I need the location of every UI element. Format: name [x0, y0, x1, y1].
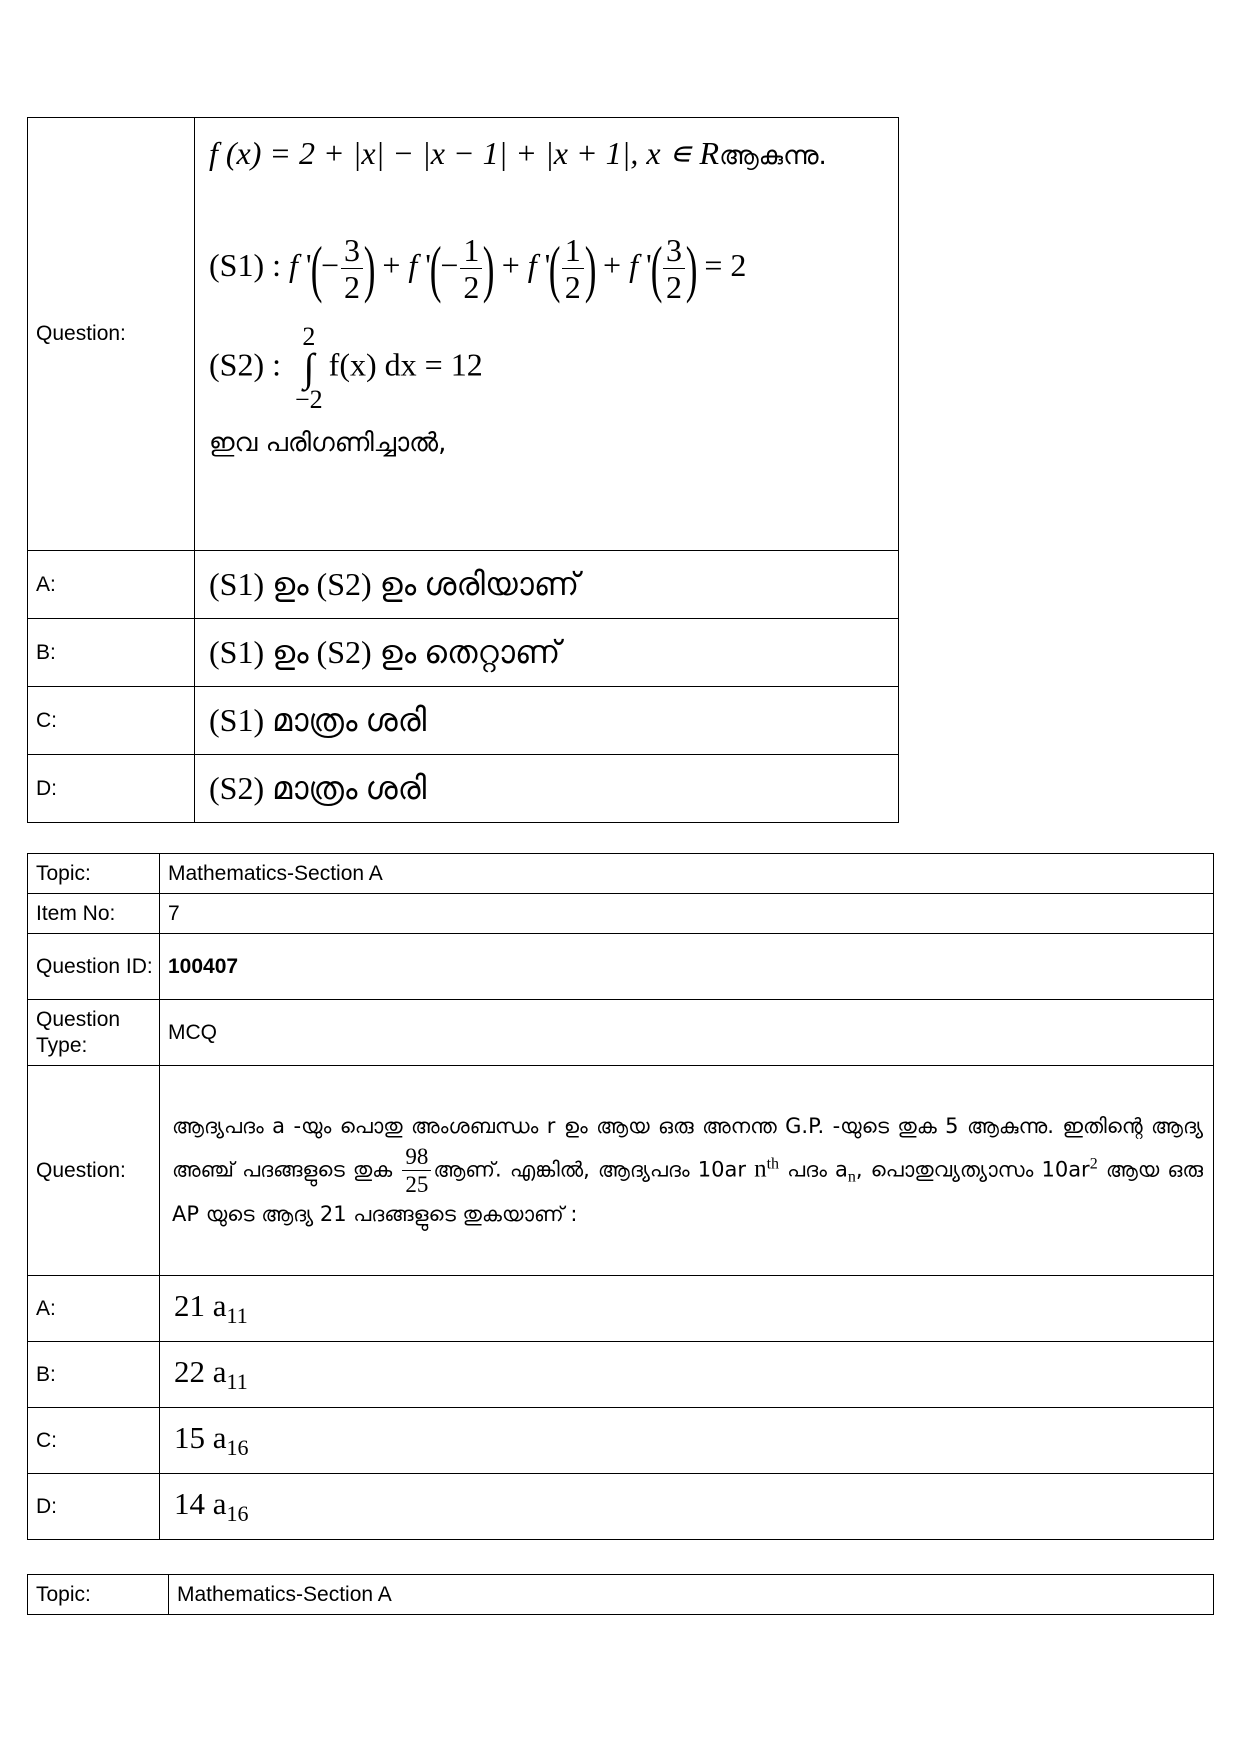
question-table-1 — [27, 117, 899, 823]
question-table-3 — [27, 1574, 1214, 1615]
integral-symbol: 2 ∫ −2 — [295, 322, 323, 415]
question-table-2 — [27, 853, 1214, 1540]
topic-label: Topic: — [28, 854, 160, 894]
fraction-98-25: $\frac{98}{25}$ — [402, 1145, 431, 1196]
option-a-label: A: — [28, 551, 195, 619]
option-a: 21 $a_{11}$ — [160, 1276, 1214, 1342]
s2-prefix: (S2) : — [209, 346, 289, 383]
option-b-label: B: — [28, 619, 195, 687]
question-closing: ഇവ പരിഗണിച്ചാൽ, — [209, 427, 447, 458]
option-b: (S1) ഉം (S2) ഉം തെറ്റാണ് — [195, 619, 899, 687]
s1-term-4: f '( $\frac{3}{2}$ ) — [629, 232, 698, 305]
option-c-label: C: — [28, 687, 195, 755]
item-no-value: 7 — [160, 894, 1214, 934]
s2-integrand: f(x) dx = 12 — [328, 346, 483, 383]
option-d: (S2) മാത്രം ശരി — [195, 755, 899, 823]
option-b-label: B: — [28, 1342, 160, 1408]
option-a: (S1) ഉം (S2) ഉം ശരിയാണ് — [195, 551, 899, 619]
question-label: Question: — [28, 118, 195, 551]
topic-value: Mathematics-Section A — [160, 854, 1214, 894]
ar2-superscript: 2 — [1089, 1155, 1098, 1173]
s1-term-2: f '(− $\frac{1}{2}$ ) — [408, 232, 495, 305]
s1-prefix: (S1) : — [209, 246, 289, 283]
question-text-part-4: പദം a — [779, 1157, 848, 1182]
question-type-label: Question Type: — [28, 1000, 160, 1066]
question-id-label: Question ID: — [28, 934, 160, 1000]
option-c: (S1) മാത്രം ശരി — [195, 687, 899, 755]
option-c-label: C: — [28, 1408, 160, 1474]
nth-superscript: th — [766, 1155, 780, 1173]
question-text-part-2: ആണ്. എങ്കിൽ, ആദ്യപദം 10ar — [433, 1157, 746, 1182]
function-definition: f (x) = 2 + |x| − |x − 1| + |x + 1|, x ∊ R — [209, 135, 720, 171]
topic-value: Mathematics-Section A — [169, 1575, 1214, 1615]
question-content — [195, 118, 899, 551]
an-subscript: n — [847, 1168, 856, 1186]
question-type-value: MCQ — [160, 1000, 1214, 1066]
option-d: 14 $a_{16}$ — [160, 1474, 1214, 1540]
option-a-label: A: — [28, 1276, 160, 1342]
question-content — [160, 1066, 1214, 1276]
statement-s2 — [209, 323, 886, 414]
statement-s1: (S1) : f '(− $\frac{3}{2}$ ) + f '(− $\frac{1}{2}$ ) + f '( $\frac{1}{2}$ ) + f '( $\frac{3}{2}$ ) = 2 — [209, 232, 747, 305]
function-definition-suffix: ആകുന്നു. — [719, 141, 827, 171]
option-d-label: D: — [28, 1474, 160, 1540]
option-d-label: D: — [28, 755, 195, 823]
question-label: Question: — [28, 1066, 160, 1276]
question-text-part-1: ആദ്യപദം a -യും പൊതു അംശബന്ധം r ഉം ആയ ഒരു അനന്ത G.P. -യുടെ തുക 5 ആകുന്നു. ഇതിന്റെ ആദ്യ അഞ്ച് പദങ്ങളുടെ തുക — [172, 1114, 1203, 1182]
option-b: 22 $a_{11}$ — [160, 1342, 1214, 1408]
question-id-value: 100407 — [160, 934, 1214, 1000]
s1-result: = 2 — [704, 246, 747, 283]
topic-label: Topic: — [28, 1575, 169, 1615]
s1-term-1: f '(− $\frac{3}{2}$ ) — [289, 232, 376, 305]
question-text-part-6: ആയ ഒരു AP യുടെ ആദ്യ 21 പദങ്ങളുടെ തുകയാണ് : — [172, 1157, 1204, 1226]
option-c: 15 $a_{16}$ — [160, 1408, 1214, 1474]
s1-term-3: f '( $\frac{1}{2}$ ) — [527, 232, 597, 305]
question-text-part-5: , പൊതുവ്യത്യാസം 10ar — [855, 1157, 1090, 1182]
item-no-label: Item No: — [28, 894, 160, 934]
question-text-nth: n — [754, 1155, 767, 1183]
